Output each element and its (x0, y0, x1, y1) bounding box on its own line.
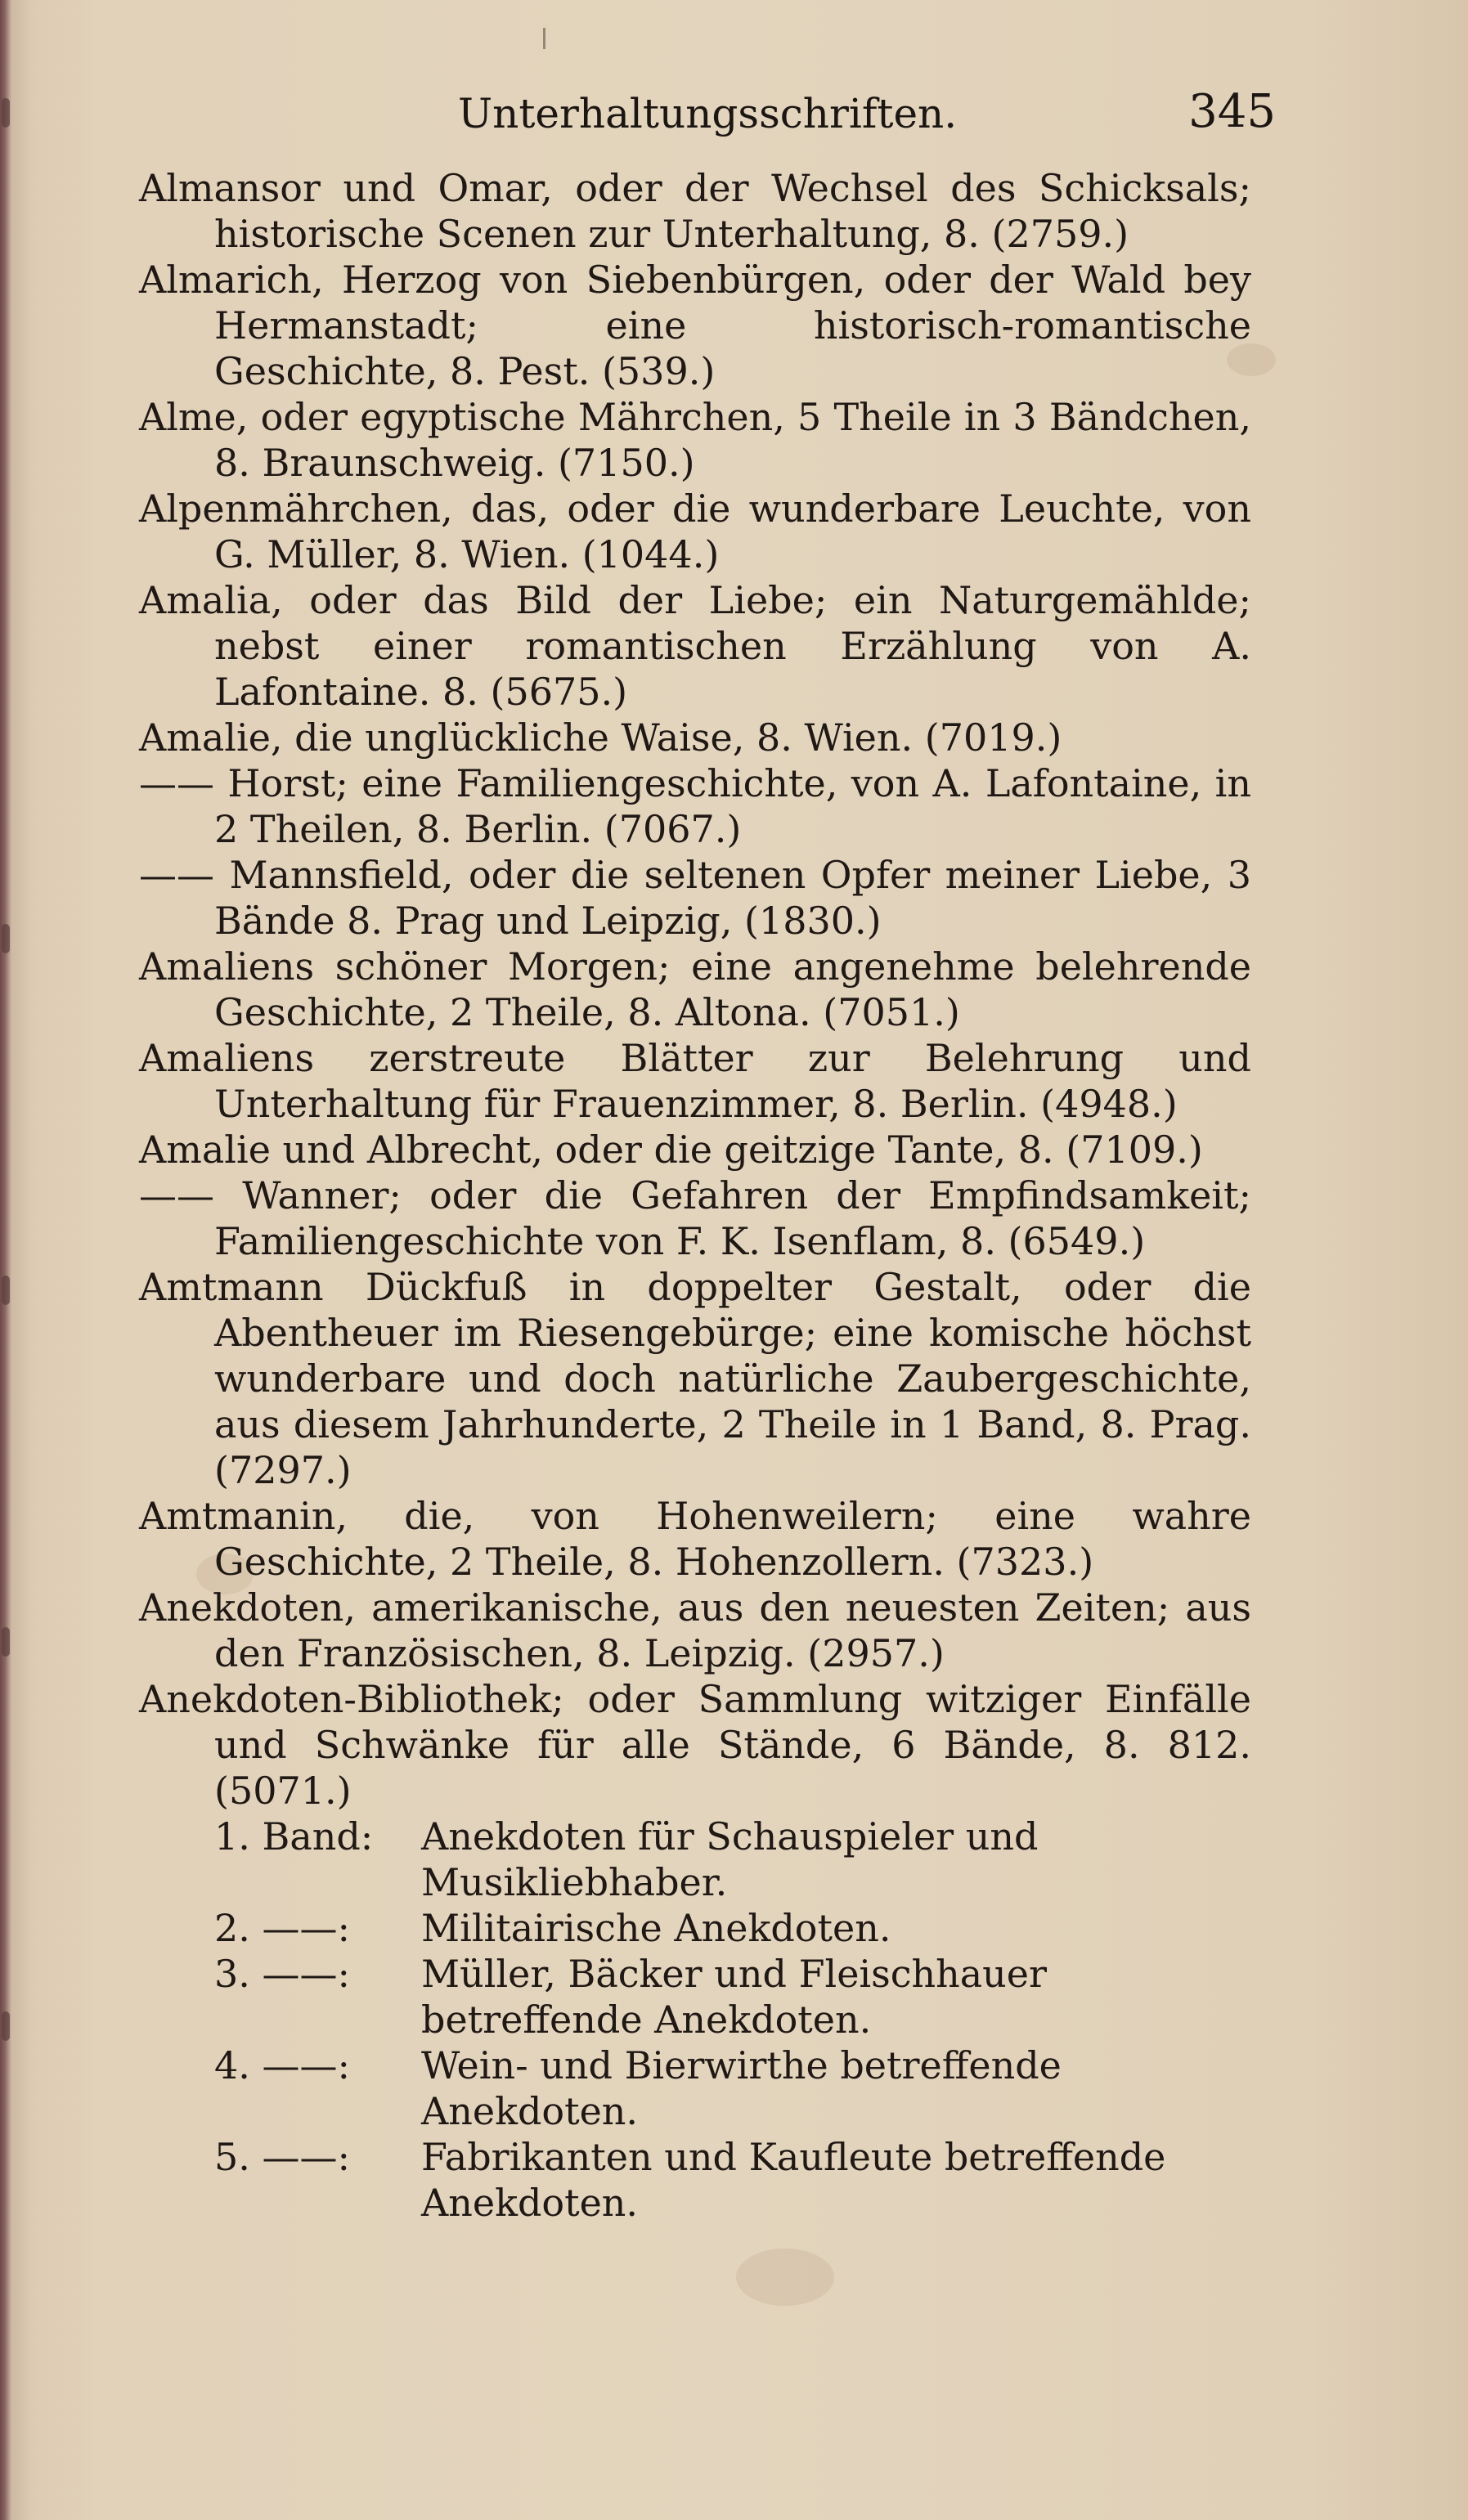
volume-title: Fabrikanten und Kaufleute betreffende Anekdoten. (421, 2135, 1166, 2225)
catalog-entry: Amalia, oder das Bild der Liebe; ein Naturgemählde; nebst einer romantischen Erzählung von A. Lafontaine. 8. (5675.) (139, 578, 1251, 714)
binding-thread-mark (2, 924, 10, 953)
volume-title: Müller, Bäcker und Fleischhauer betreffende Anekdoten. (421, 1952, 1048, 2042)
catalog-entry: Anekdoten, amerikanische, aus den neuesten Zeiten; aus den Französischen, 8. Leipzig. (2957.) (139, 1585, 1251, 1675)
binding-thread-mark (2, 1627, 10, 1657)
volume-entry (139, 2134, 1251, 2226)
stray-ink-mark (543, 28, 545, 49)
volume-entry (139, 1814, 1251, 1905)
catalog-entry: Alpenmährchen, das, oder die wunderbare Leuchte, von G. Müller, 8. Wien. (1044.) (139, 487, 1251, 576)
volume-entry (139, 2042, 1251, 2134)
catalog-entry: Amtmann Dückfuß in doppelter Gestalt, oder die Abentheuer im Riesengebürge; eine komische höchst wunderbare und doch natürliche Zaubergeschichte, aus diesem Jahrhunderte, 2 Theile in 1 Band, 8. Prag. (7297.) (139, 1265, 1251, 1492)
volume-title: Wein- und Bierwirthe betreffende Anekdoten. (421, 2043, 1062, 2133)
catalog-entry: Amalie und Albrecht, oder die geitzige Tante, 8. (7109.) (139, 1128, 1203, 1172)
catalog-entry: Anekdoten-Bibliothek; oder Sammlung witziger Einfälle und Schwänke für alle Stände, 6 Bände, 8. 812. (5071.) (139, 1677, 1251, 1813)
volume-title: Anekdoten für Schauspieler und Musikliebhaber. (421, 1814, 1039, 1904)
volume-number: 1. Band: (214, 1814, 374, 1859)
catalog-text (139, 165, 1251, 2226)
catalog-entry: —— Horst; eine Familiengeschichte, von A. Lafontaine, in 2 Theilen, 8. Berlin. (7067.) (139, 761, 1251, 851)
catalog-entry: Amalie, die unglückliche Waise, 8. Wien. (7019.) (139, 715, 1062, 760)
catalog-entry: Almansor und Omar, oder der Wechsel des Schicksals; historische Scenen zur Unterhaltung, 8. (2759.) (139, 166, 1251, 256)
binding-thread-mark (2, 1276, 10, 1305)
binding-thread-mark (2, 98, 10, 128)
page-header (458, 85, 1276, 147)
binding-thread-mark (2, 2011, 10, 2041)
volume-number: 5. ——: (214, 2135, 351, 2179)
catalog-entry: —— Wanner; oder die Gefahren der Empfindsamkeit; Familiengeschichte von F. K. Isenflam, 8. (6549.) (139, 1173, 1251, 1263)
paper-stain (736, 2249, 834, 2306)
page-number: 345 (1188, 85, 1276, 138)
catalog-entry: Alme, oder egyptische Mährchen, 5 Theile in 3 Bändchen, 8. Braunschweig. (7150.) (139, 395, 1251, 485)
volume-number: 2. ——: (214, 1906, 351, 1950)
catalog-entry: Amaliens schöner Morgen; eine angenehme belehrende Geschichte, 2 Theile, 8. Altona. (7051.) (139, 944, 1251, 1034)
catalog-entry: Almarich, Herzog von Siebenbürgen, oder der Wald bey Hermanstadt; eine historisch-romantische Geschichte, 8. Pest. (539.) (139, 258, 1251, 393)
volume-entry (139, 1905, 1251, 1951)
catalog-entry: Amaliens zerstreute Blätter zur Belehrung und Unterhaltung für Frauenzimmer, 8. Berlin. (4948.) (139, 1036, 1251, 1126)
catalog-entry: Amtmanin, die, von Hohenweilern; eine wahre Geschichte, 2 Theile, 8. Hohenzollern. (7323.) (139, 1494, 1251, 1584)
running-title: Unterhaltungsschriften. (458, 90, 958, 137)
catalog-entry: —— Mannsfield, oder die seltenen Opfer meiner Liebe, 3 Bände 8. Prag und Leipzig, (1830.) (139, 853, 1251, 943)
volume-number: 4. ——: (214, 2043, 351, 2087)
volume-title: Militairische Anekdoten. (421, 1906, 891, 1950)
volume-number: 3. ——: (214, 1952, 351, 1996)
volume-entry (139, 1951, 1251, 2042)
